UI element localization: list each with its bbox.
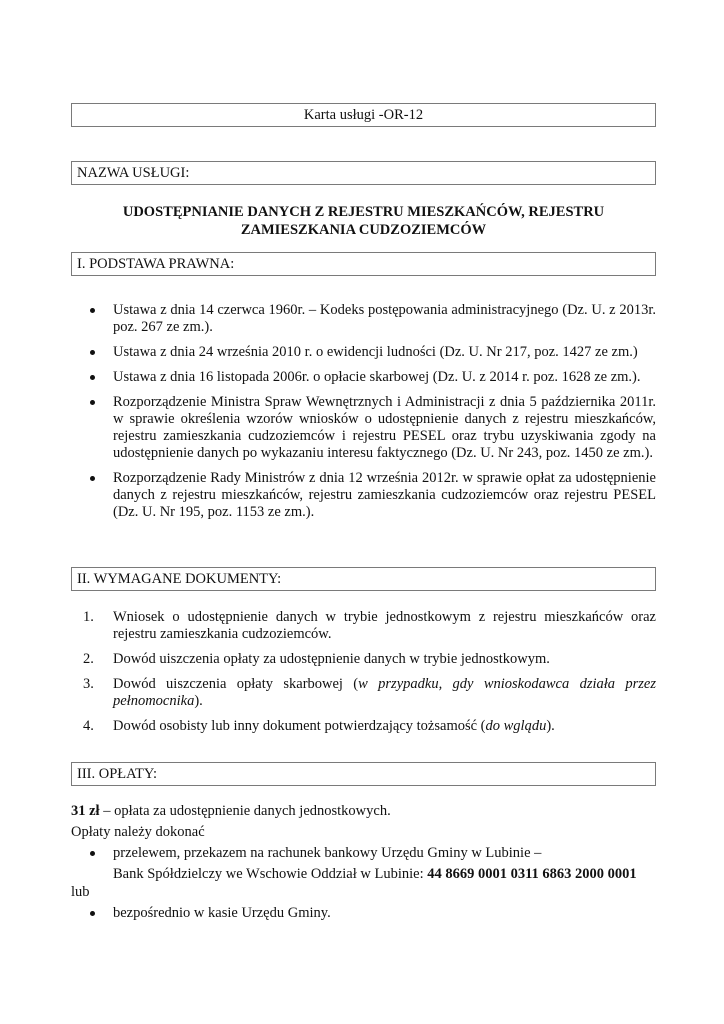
card-title: Karta usługi -OR-12 — [303, 107, 424, 123]
bullet-icon — [90, 400, 95, 405]
bullet-icon — [90, 308, 95, 313]
list-item: Rozporządzenie Rady Ministrów z dnia 12 września 2012r. w sprawie opłat za udostępnienie danych z rejestru mieszkańców, rejestru zamieszkania cudzoziemców oraz rejestru PESEL (Dz. U. Nr 195, poz. 1153 ze zm.). — [71, 470, 656, 521]
service-name — [71, 203, 656, 239]
section2-label: II. WYMAGANE DOKUMENTY: — [77, 571, 282, 587]
bullet-icon — [90, 911, 95, 916]
list-item: 4. Dowód osobisty lub inny dokument potwierdzający tożsamość (do wglądu). — [83, 718, 555, 734]
list-item: przelewem, przekazem na rachunek bankowy Urzędu Gminy w Lubinie – Bank Spółdzielczy we Wschowie Oddział w Lubinie: 44 8669 0001 0311 6863 2000 0001 — [71, 845, 656, 883]
bullet-icon — [90, 375, 95, 380]
service-name-label-box — [71, 161, 656, 185]
fee-line — [71, 803, 656, 820]
legal-basis-list — [71, 302, 656, 529]
bullet-icon — [90, 851, 95, 856]
payment-intro: Opłaty należy dokonać — [71, 824, 205, 840]
section3-label-box — [71, 762, 656, 786]
list-item: Ustawa z dnia 14 czerwca 1960r. – Kodeks postępowania administracyjnego (Dz. U. z 2013r. poz. 267 ze zm.). — [71, 302, 656, 336]
or-text: lub — [71, 884, 90, 900]
list-item: Ustawa z dnia 24 września 2010 r. o ewidencji ludności (Dz. U. Nr 217, poz. 1427 ze zm.) — [71, 344, 656, 361]
list-item: 1. Wniosek o udostępnienie danych w trybie jednostkowym z rejestru mieszkańców oraz rejestru zamieszkania cudzoziemców. — [83, 609, 656, 642]
list-item: 3. Dowód uiszczenia opłaty skarbowej (w przypadku, gdy wnioskodawca działa przez pełnomocnika). — [83, 676, 656, 709]
required-documents-list — [71, 609, 656, 743]
payment-methods-list-1 — [71, 845, 656, 883]
bullet-icon — [90, 350, 95, 355]
list-item: bezpośrednio w kasie Urzędu Gminy. — [71, 905, 656, 922]
account-number: 44 8669 0001 0311 6863 2000 0001 — [427, 866, 637, 882]
list-item: Ustawa z dnia 16 listopada 2006r. o opłacie skarbowej (Dz. U. z 2014 r. poz. 1628 ze zm.). — [71, 369, 656, 386]
section2-label-box — [71, 567, 656, 591]
list-item: Rozporządzenie Ministra Spraw Wewnętrznych i Administracji z dnia 5 października 2011r. w sprawie określenia wzorów wniosków o udostępnienie danych z rejestru mieszkańców, rejestru zamieszkania cudzoziemców i rejestru PESEL oraz trybu uzyskiwania zgody na udostępnienie danych po wykazaniu interesu faktycznego (Dz. U. Nr 243, poz. 1450 ze zm.). — [71, 394, 656, 462]
service-name-line2: ZAMIESZKANIA CUDZOZIEMCÓW — [240, 222, 487, 238]
section1-label-box — [71, 252, 656, 276]
fee-amount: 31 zł — [71, 803, 100, 819]
bullet-icon — [90, 476, 95, 481]
card-title-box — [71, 103, 656, 127]
service-name-line1: UDOSTĘPNIANIE DANYCH Z REJESTRU MIESZKAŃCÓW, REJESTRU — [122, 204, 605, 220]
service-name-label: NAZWA USŁUGI: — [77, 165, 190, 181]
payment-methods-list-2 — [71, 905, 656, 930]
list-item: 2. Dowód uiszczenia opłaty za udostępnienie danych w trybie jednostkowym. — [83, 651, 550, 667]
section3-label: III. OPŁATY: — [77, 766, 158, 782]
section1-label: I. PODSTAWA PRAWNA: — [77, 256, 235, 272]
fee-desc: – opłata za udostępnienie danych jednostkowych. — [99, 803, 391, 819]
